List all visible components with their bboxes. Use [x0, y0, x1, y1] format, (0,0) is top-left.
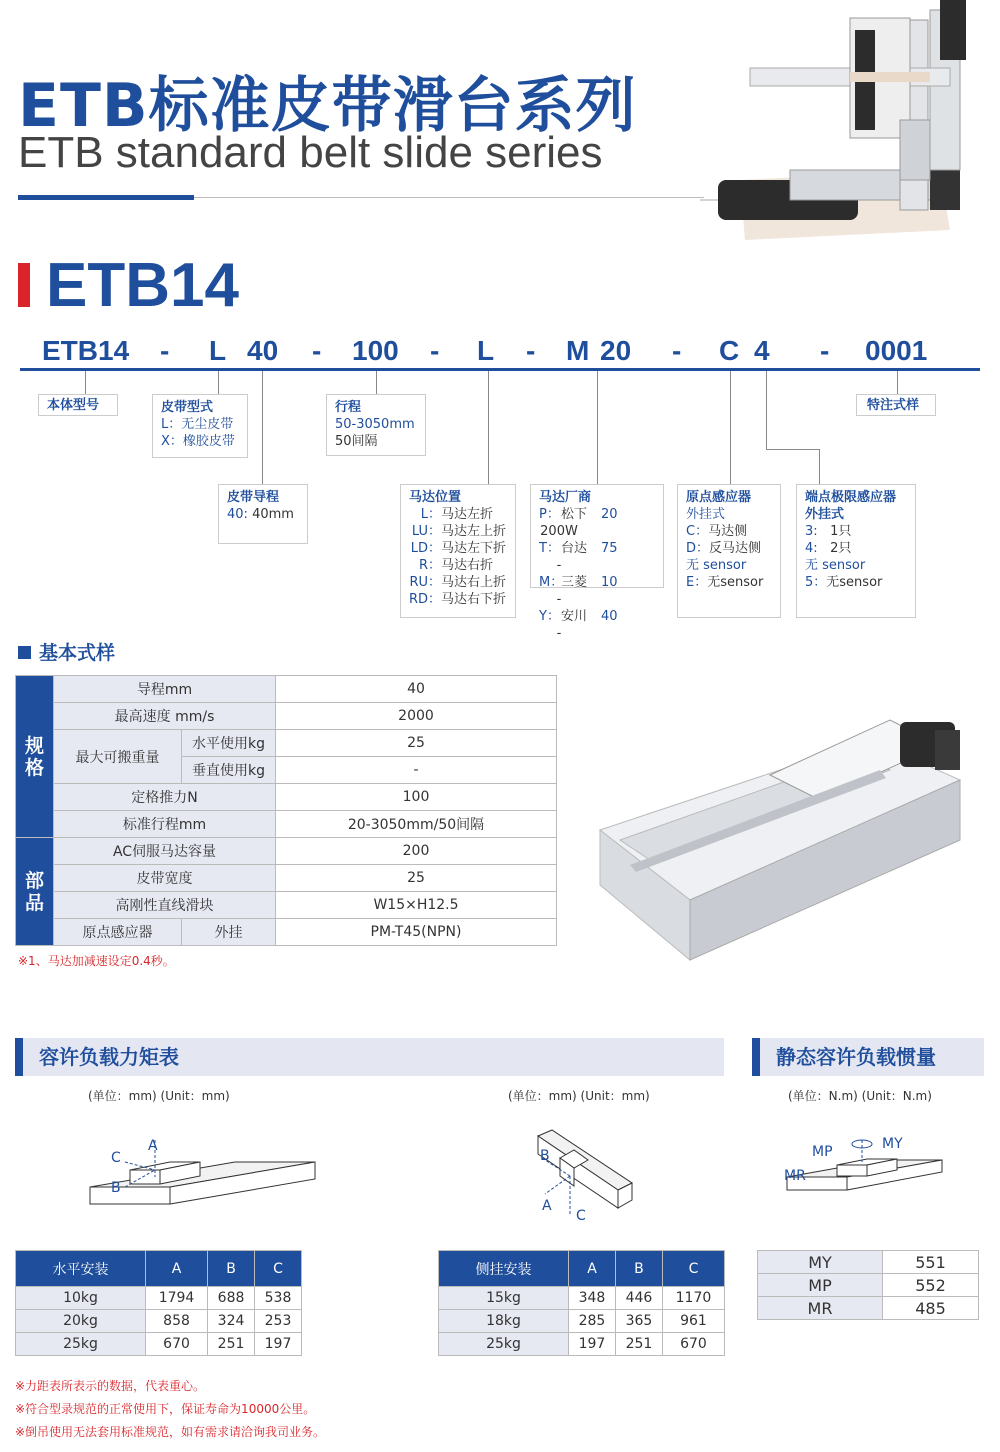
spec-label: 水平使用kg — [182, 730, 276, 757]
callout-key: 3: — [805, 524, 818, 539]
callout-cell: 安川 — [561, 609, 588, 624]
spec-table — [15, 675, 557, 946]
diagram-label-c: C — [111, 1150, 121, 1166]
callout-motor-position — [400, 484, 516, 618]
connector — [376, 371, 377, 395]
table-row — [439, 1310, 725, 1333]
callout-limit-sensor — [796, 484, 916, 618]
callout-cell: 40 — [601, 609, 618, 624]
callout-row — [539, 574, 655, 608]
table-cell: 25kg — [439, 1333, 569, 1356]
callout-cell: - — [556, 592, 562, 607]
callout-key: E： — [686, 575, 708, 590]
callout-sub: 无 sensor — [686, 558, 747, 573]
code-sep: - — [526, 335, 536, 366]
table-cell: 485 — [883, 1297, 979, 1320]
table-header: B — [208, 1251, 255, 1287]
table-row — [439, 1287, 725, 1310]
callout-line: L：无尘皮带 — [161, 417, 234, 432]
table-cell: 670 — [146, 1333, 208, 1356]
code-sep: - — [312, 335, 322, 366]
title-rule — [194, 197, 704, 198]
diagram-label-b: B — [540, 1148, 550, 1164]
diagram-label-mp: MP — [812, 1144, 833, 1160]
table-header: A — [569, 1251, 616, 1287]
callout-cell: 20 — [601, 507, 618, 522]
model-title-bar — [18, 263, 30, 307]
spec-label: 定格推力N — [54, 784, 276, 811]
spec-value: 20-3050mm/50间隔 — [276, 811, 557, 838]
spec-value: 25 — [276, 730, 557, 757]
table-row — [16, 1310, 302, 1333]
callout-key: 40: — [227, 507, 248, 522]
table-cell: 253 — [255, 1310, 302, 1333]
callout-value: 反马达侧 — [709, 541, 762, 556]
callout-cell: - — [556, 558, 562, 573]
table-cell: 251 — [208, 1333, 255, 1356]
table-cell: MY — [758, 1251, 883, 1274]
callout-value: 40mm — [252, 507, 294, 522]
table-header: A — [146, 1251, 208, 1287]
table-header: C — [662, 1251, 724, 1287]
callout-sub: 外挂式 — [686, 507, 726, 522]
unit-label: (单位：mm) (Unit：mm) — [88, 1089, 230, 1103]
callout-row — [539, 506, 655, 540]
table-cell: 551 — [883, 1251, 979, 1274]
table-cell: 552 — [883, 1274, 979, 1297]
table-cell: 1170 — [662, 1287, 724, 1310]
callout-title: 行程 — [335, 400, 362, 415]
section-title-inertia: 静态容许负载惯量 — [752, 1038, 984, 1076]
code-motor-power: 20 — [600, 335, 632, 366]
section-title-basic-spec: 基本式样 — [18, 638, 115, 665]
callout-value: 马达左上折 — [441, 524, 507, 539]
table-cell: 858 — [146, 1310, 208, 1333]
callout-value: 1只 — [830, 524, 852, 539]
spec-value: 25 — [276, 865, 557, 892]
callout-row — [409, 506, 507, 523]
diagram-label-a: A — [542, 1198, 552, 1214]
callout-sub: 无 sensor — [805, 558, 866, 573]
title-rule-accent — [18, 195, 194, 200]
side-moment-table — [438, 1250, 725, 1356]
footnote: ※倒吊使用无法套用标准规范，如有需求请洽询我司业务。 — [15, 1425, 326, 1439]
code-sep: - — [820, 335, 830, 366]
spec-label: 皮带宽度 — [54, 865, 276, 892]
table-cell: 961 — [662, 1310, 724, 1333]
callout-cell: M： — [539, 575, 564, 590]
spec-label: 导程mm — [54, 676, 276, 703]
callout-title: 马达位置 — [409, 490, 462, 505]
callout-sub: 外挂式 — [805, 507, 845, 522]
diagram-label-mr: MR — [784, 1168, 806, 1184]
table-header: 侧挂安装 — [439, 1251, 569, 1287]
callout-cell: 200W — [540, 524, 578, 539]
callout-title: 马达厂商 — [539, 490, 592, 505]
code-stroke: 100 — [352, 335, 399, 366]
group-label-char: 格 — [24, 756, 44, 779]
callout-belt-type — [152, 394, 248, 458]
connector — [766, 371, 767, 449]
callout-cell: 松下 — [561, 507, 588, 522]
spec-value: W15×H12.5 — [276, 892, 557, 919]
connector — [488, 371, 489, 484]
callout-title: 原点感应器 — [686, 490, 752, 505]
page-title-cn: ETB标准皮带滑台系列 — [18, 71, 637, 141]
table-cell: 1794 — [146, 1287, 208, 1310]
connector — [897, 371, 898, 395]
callout-cell: - — [556, 626, 562, 641]
code-body: ETB14 — [42, 335, 130, 366]
connector — [597, 371, 598, 484]
spec-group-spec — [16, 676, 54, 838]
callout-value: 马达左下折 — [441, 541, 507, 556]
table-cell: 15kg — [439, 1287, 569, 1310]
spec-label: AC伺服马达容量 — [54, 838, 276, 865]
diagram-label-a: A — [148, 1138, 158, 1154]
callout-key: 5： — [805, 575, 827, 590]
inertia-table — [757, 1250, 979, 1320]
table-cell: 197 — [255, 1333, 302, 1356]
table-row — [758, 1274, 979, 1297]
callout-line: 50间隔 — [335, 434, 378, 449]
callout-special — [856, 394, 936, 416]
spec-value: PM-T45(NPN) — [276, 919, 557, 946]
table-cell: 446 — [615, 1287, 662, 1310]
spec-group-parts — [16, 838, 54, 946]
belt-slide-product-image — [590, 700, 980, 980]
callout-cell: 台达 — [561, 541, 588, 556]
callout-value: 马达左折 — [441, 507, 494, 522]
callout-row — [409, 523, 507, 540]
spec-note: ※1、马达加减速设定0.4秒。 — [18, 954, 175, 968]
table-row — [16, 1333, 302, 1356]
callout-key: C： — [686, 524, 709, 539]
table-cell: 285 — [569, 1310, 616, 1333]
callout-line: X：橡胶皮带 — [161, 434, 235, 449]
callout-cell: T： — [539, 541, 560, 556]
callout-title: 端点极限感应器 — [805, 490, 897, 505]
code-motor-maker: M — [566, 335, 590, 366]
table-cell: 10kg — [16, 1287, 146, 1310]
table-row — [16, 1287, 302, 1310]
diagram-label-my: MY — [882, 1136, 903, 1152]
model-title: ETB14 — [46, 251, 239, 320]
group-label-char: 规 — [24, 734, 44, 757]
table-cell: 25kg — [16, 1333, 146, 1356]
connector — [218, 371, 219, 395]
connector — [262, 371, 263, 484]
spec-label: 外挂 — [182, 919, 276, 946]
horizontal-mount-diagram — [85, 1132, 325, 1217]
callout-row — [409, 557, 507, 574]
code-sep: - — [672, 335, 682, 366]
page-title-en: ETB standard belt slide series — [18, 128, 603, 177]
callout-value: 无sensor — [707, 575, 764, 590]
spec-value: 100 — [276, 784, 557, 811]
callout-cell: 三菱 — [561, 575, 588, 590]
callout-row — [539, 540, 655, 574]
callout-key: RD： — [409, 592, 442, 607]
callout-origin-sensor — [677, 484, 781, 618]
inertia-diagram — [782, 1132, 947, 1202]
connector — [730, 371, 731, 484]
callout-value: 2只 — [830, 541, 852, 556]
code-origin-sensor: C — [719, 335, 740, 366]
callout-cell: P： — [539, 507, 560, 522]
spec-label: 最大可搬重量 — [54, 730, 182, 784]
callout-key: RU： — [409, 575, 441, 590]
table-header: C — [255, 1251, 302, 1287]
group-label-char: 品 — [24, 891, 44, 914]
callout-key: LD： — [410, 541, 441, 556]
callout-title: 特注式样 — [867, 398, 920, 413]
table-cell: 197 — [569, 1333, 616, 1356]
callout-key: D： — [686, 541, 710, 556]
code-lead: 40 — [247, 335, 279, 366]
callout-line: 50-3050mm — [335, 417, 415, 432]
table-cell: 324 — [208, 1310, 255, 1333]
diagram-label-c: C — [576, 1208, 586, 1224]
callout-lead — [218, 484, 308, 544]
connector — [819, 449, 820, 484]
spec-label: 原点感应器 — [54, 919, 182, 946]
spec-value: - — [276, 757, 557, 784]
callout-title: 皮带导程 — [227, 490, 280, 505]
callout-body-model — [38, 394, 118, 416]
spec-label: 高刚性直线滑块 — [54, 892, 276, 919]
table-header: B — [615, 1251, 662, 1287]
horizontal-moment-table — [15, 1250, 302, 1356]
side-mount-diagram — [530, 1128, 640, 1228]
table-header: 水平安装 — [16, 1251, 146, 1287]
table-row — [758, 1251, 979, 1274]
spec-label: 垂直使用kg — [182, 757, 276, 784]
code-underline — [20, 368, 980, 371]
spec-value: 2000 — [276, 703, 557, 730]
section-title-moment: 容许负载力矩表 — [15, 1038, 724, 1076]
callout-value: 马达右下折 — [441, 592, 507, 607]
table-cell: MP — [758, 1274, 883, 1297]
code-limit-sensor: 4 — [754, 335, 770, 366]
table-cell: 348 — [569, 1287, 616, 1310]
spec-label: 最高速度 mm/s — [54, 703, 276, 730]
connector — [766, 449, 820, 450]
callout-key: R： — [418, 558, 441, 573]
callout-row — [409, 574, 507, 591]
callout-cell: 75 — [601, 541, 618, 556]
callout-cell: Y： — [539, 609, 560, 624]
footnote: ※力距表所表示的数据，代表重心。 — [15, 1379, 206, 1393]
callout-value: 马达侧 — [708, 524, 748, 539]
code-sep: - — [430, 335, 440, 366]
table-row — [439, 1333, 725, 1356]
code-motor-pos: L — [477, 335, 495, 366]
callout-row — [409, 591, 507, 608]
table-cell: 538 — [255, 1287, 302, 1310]
table-cell: 670 — [662, 1333, 724, 1356]
table-cell: 688 — [208, 1287, 255, 1310]
footnote: ※符合型录规范的正常使用下，保证寿命为10000公里。 — [15, 1402, 316, 1416]
diagram-label-b: B — [111, 1180, 121, 1196]
callout-key: 4: — [805, 541, 818, 556]
callout-title: 本体型号 — [47, 398, 100, 413]
callout-value: 马达右折 — [441, 558, 494, 573]
connector — [85, 371, 86, 395]
callout-key: LU： — [411, 524, 441, 539]
unit-label: (单位：mm) (Unit：mm) — [508, 1089, 650, 1103]
callout-value: 无sensor — [826, 575, 883, 590]
callout-key: L： — [420, 507, 441, 522]
code-special: 0001 — [865, 335, 928, 366]
table-cell: 251 — [615, 1333, 662, 1356]
callout-cell: 10 — [601, 575, 618, 590]
spec-value: 200 — [276, 838, 557, 865]
table-cell: MR — [758, 1297, 883, 1320]
spec-value: 40 — [276, 676, 557, 703]
gantry-product-image — [700, 0, 990, 245]
callout-title: 皮带型式 — [161, 400, 214, 415]
table-row — [758, 1297, 979, 1320]
code-sep: - — [160, 335, 170, 366]
callout-value: 马达右上折 — [441, 575, 507, 590]
table-cell: 365 — [615, 1310, 662, 1333]
callout-motor-maker — [530, 484, 664, 641]
table-cell: 18kg — [439, 1310, 569, 1333]
callout-row — [409, 540, 507, 557]
code-belt-type: L — [209, 335, 227, 366]
callout-stroke — [326, 394, 426, 456]
spec-label: 标准行程mm — [54, 811, 276, 838]
table-cell: 20kg — [16, 1310, 146, 1333]
group-label-char: 部 — [24, 869, 44, 892]
unit-label: (单位：N.m) (Unit：N.m) — [788, 1089, 932, 1103]
callout-row — [539, 608, 655, 642]
